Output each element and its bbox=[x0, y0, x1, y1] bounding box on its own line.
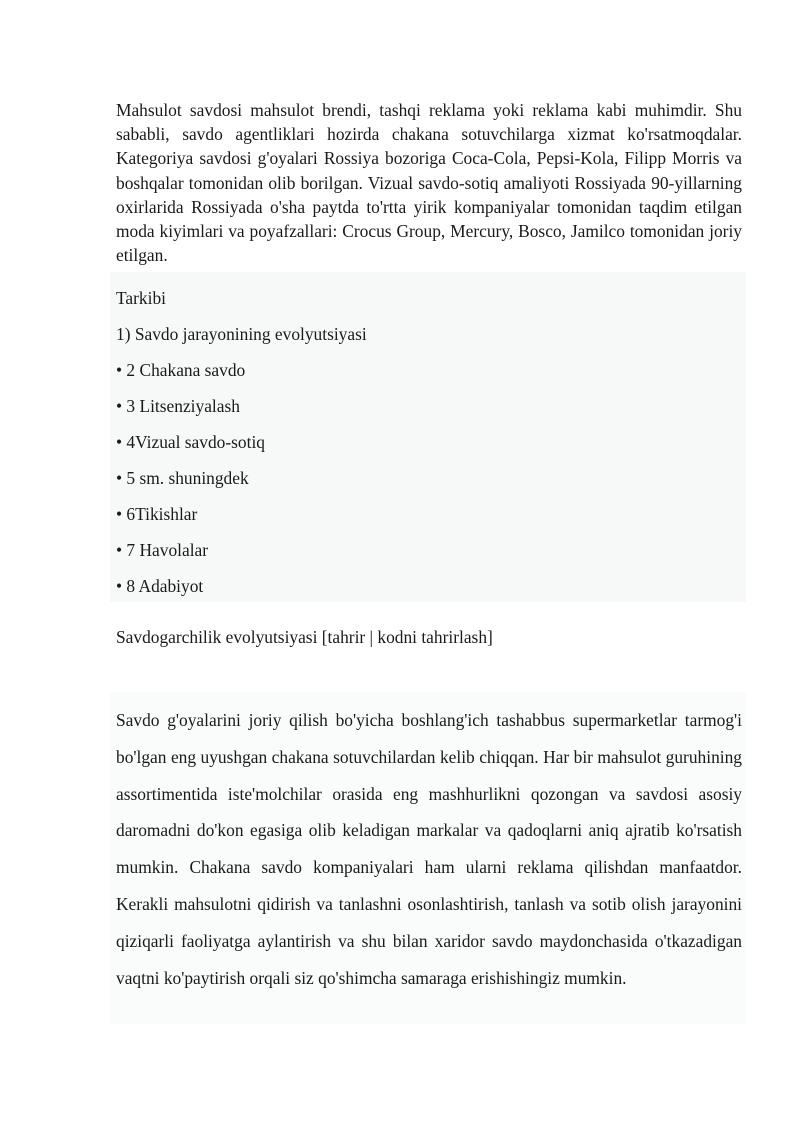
toc-item-references[interactable]: • 7 Havolalar bbox=[116, 540, 209, 560]
section-paragraph: Savdo g'oyalarini joriy qilish bo'yicha boshlang'ich tashabbus supermarketlar tarmog'i bo'lgan eng uyushgan chakana sotuvchilardan kelib chiqqan. Har bir mahsulot guruhining assortimentida iste'molchilar orasida eng mashhurlikni qozongan va savdosi asosiy daromadni do'kon egasiga olib keladigan markalar va qadoqlarni aniq ajratib ko'rsatish mumkin. Chakana savdo kompaniyalari ham ularni reklama qilishdan manfaatdor. Kerakli mahsulotni qidirish va tanlashni osonlashtirish, tanlash va sotib olish jarayonini qiziqarli faoliyatga aylantirish va shu bilan xaridor savdo maydonchasida o'tkazadigan vaqtni ko'paytirish orqali siz qo'shimcha samaraga erishishingiz mumkin. bbox=[116, 710, 742, 988]
toc-item-evolution[interactable]: 1) Savdo jarayonining evolyutsiyasi bbox=[116, 324, 367, 344]
toc-item-literature[interactable]: • 8 Adabiyot bbox=[116, 576, 204, 596]
toc-item-licensing[interactable]: • 3 Litsenziyalash bbox=[116, 396, 240, 416]
intro-paragraph: Mahsulot savdosi mahsulot brendi, tashqi reklama yoki reklama kabi muhimdir. Shu sababli, savdo agentliklari hozirda chakana sotuvchilarga xizmat ko'rsatmoqdalar. Kategoriya savdosi g'oyalari Rossiya bozoriga Coca-Cola, Pepsi-Kola, Filipp Morris va boshqalar tomonidan olib borilgan. Vizual savdo-sotiq amaliyoti Rossiyada 90-yillarning oxirlarida Rossiyada o'sha paytda to'rtta yirik kompaniyalar tomonidan taqdim etilgan moda kiyimlari va poyafzallari: Crocus Group, Mercury, Bosco, Jamilco tomonidan joriy etilgan. bbox=[116, 100, 742, 266]
toc-item-see-also[interactable]: • 5 sm. shuningdek bbox=[116, 468, 249, 488]
toc-item-retail[interactable]: • 2 Chakana savdo bbox=[116, 360, 246, 380]
toc-item-notes[interactable]: • 6Tikishlar bbox=[116, 504, 198, 524]
section-heading: Savdogarchilik evolyutsiyasi [tahrir | kodni tahrirlash] bbox=[116, 627, 493, 647]
toc-item-visual-merchandising[interactable]: • 4Vizual savdo-sotiq bbox=[116, 432, 265, 452]
toc-title: Tarkibi bbox=[116, 288, 166, 308]
